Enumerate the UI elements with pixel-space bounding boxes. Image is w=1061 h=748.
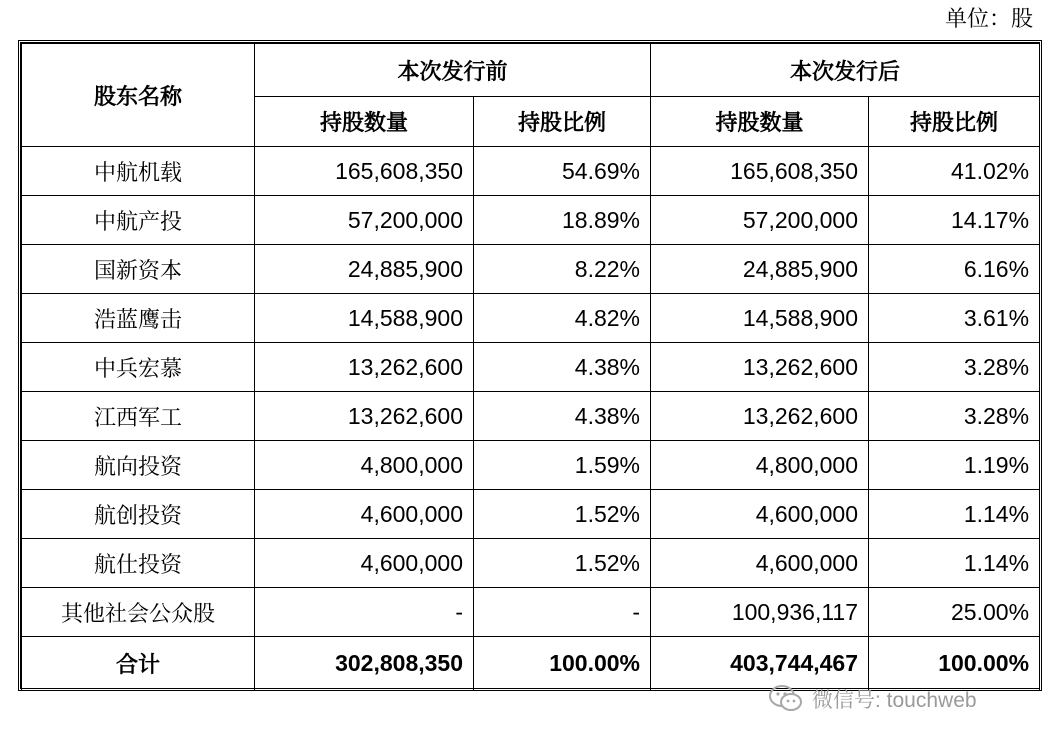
after-ratio: 1.14% (869, 539, 1040, 588)
table-row (22, 588, 1040, 637)
unit-label: 单位：股 (944, 7, 1033, 32)
after-shares: 4,800,000 (651, 441, 869, 490)
shareholder-name: 国新资本 (22, 245, 255, 294)
wechat-icon (768, 684, 804, 714)
total-before-shares: 302,808,350 (255, 637, 474, 691)
after-ratio: 3.28% (869, 343, 1040, 392)
after-shares: 100,936,117 (651, 588, 869, 637)
before-ratio: 54.69% (474, 147, 651, 196)
header-after-issuance: 本次发行后 (651, 44, 1040, 97)
table-row (22, 392, 1040, 441)
header-before-shares: 持股数量 (255, 97, 474, 147)
table-row (22, 245, 1040, 294)
after-shares: 24,885,900 (651, 245, 869, 294)
after-shares: 57,200,000 (651, 196, 869, 245)
before-shares: 24,885,900 (255, 245, 474, 294)
table-row (22, 294, 1040, 343)
before-ratio: 4.82% (474, 294, 651, 343)
total-after-shares: 403,744,467 (651, 637, 869, 691)
after-ratio: 41.02% (869, 147, 1040, 196)
shareholder-name: 中航产投 (22, 196, 255, 245)
before-ratio: 4.38% (474, 392, 651, 441)
after-shares: 13,262,600 (651, 392, 869, 441)
table-body (22, 147, 1040, 691)
header-before-ratio: 持股比例 (474, 97, 651, 147)
after-ratio: 25.00% (869, 588, 1040, 637)
shareholder-name: 中兵宏慕 (22, 343, 255, 392)
before-ratio: 8.22% (474, 245, 651, 294)
before-shares: - (255, 588, 474, 637)
header-after-shares: 持股数量 (651, 97, 869, 147)
before-shares: 13,262,600 (255, 392, 474, 441)
shareholder-name: 航创投资 (22, 490, 255, 539)
total-row (22, 637, 1040, 691)
after-shares: 14,588,900 (651, 294, 869, 343)
after-ratio: 3.61% (869, 294, 1040, 343)
shareholding-table (21, 43, 1040, 691)
header-after-ratio: 持股比例 (869, 97, 1040, 147)
table-header (22, 44, 1040, 147)
before-shares: 57,200,000 (255, 196, 474, 245)
before-shares: 14,588,900 (255, 294, 474, 343)
before-shares: 165,608,350 (255, 147, 474, 196)
before-shares: 4,600,000 (255, 539, 474, 588)
watermark (768, 684, 977, 714)
before-ratio: 1.52% (474, 490, 651, 539)
before-shares: 4,600,000 (255, 490, 474, 539)
table-row (22, 343, 1040, 392)
table-row (22, 147, 1040, 196)
after-ratio: 6.16% (869, 245, 1040, 294)
shareholder-name: 中航机载 (22, 147, 255, 196)
shareholder-name: 航向投资 (22, 441, 255, 490)
after-ratio: 1.19% (869, 441, 1040, 490)
after-ratio: 1.14% (869, 490, 1040, 539)
total-before-ratio: 100.00% (474, 637, 651, 691)
table-row (22, 539, 1040, 588)
watermark-text: 微信号: touchweb (812, 689, 977, 712)
before-ratio: 18.89% (474, 196, 651, 245)
total-after-ratio: 100.00% (869, 637, 1040, 691)
shareholding-table-container (18, 40, 1042, 691)
after-shares: 4,600,000 (651, 490, 869, 539)
before-ratio: 1.52% (474, 539, 651, 588)
shareholder-name: 浩蓝鹰击 (22, 294, 255, 343)
header-shareholder-name: 股东名称 (22, 44, 255, 147)
before-ratio: 1.59% (474, 441, 651, 490)
shareholder-name: 航仕投资 (22, 539, 255, 588)
shareholder-name: 其他社会公众股 (22, 588, 255, 637)
after-shares: 165,608,350 (651, 147, 869, 196)
after-ratio: 14.17% (869, 196, 1040, 245)
after-ratio: 3.28% (869, 392, 1040, 441)
total-label: 合计 (22, 637, 255, 691)
after-shares: 4,600,000 (651, 539, 869, 588)
before-ratio: 4.38% (474, 343, 651, 392)
before-shares: 13,262,600 (255, 343, 474, 392)
table-row (22, 441, 1040, 490)
shareholder-name: 江西军工 (22, 392, 255, 441)
table-row (22, 196, 1040, 245)
before-shares: 4,800,000 (255, 441, 474, 490)
before-ratio: - (474, 588, 651, 637)
table-row (22, 490, 1040, 539)
after-shares: 13,262,600 (651, 343, 869, 392)
header-before-issuance: 本次发行前 (255, 44, 651, 97)
